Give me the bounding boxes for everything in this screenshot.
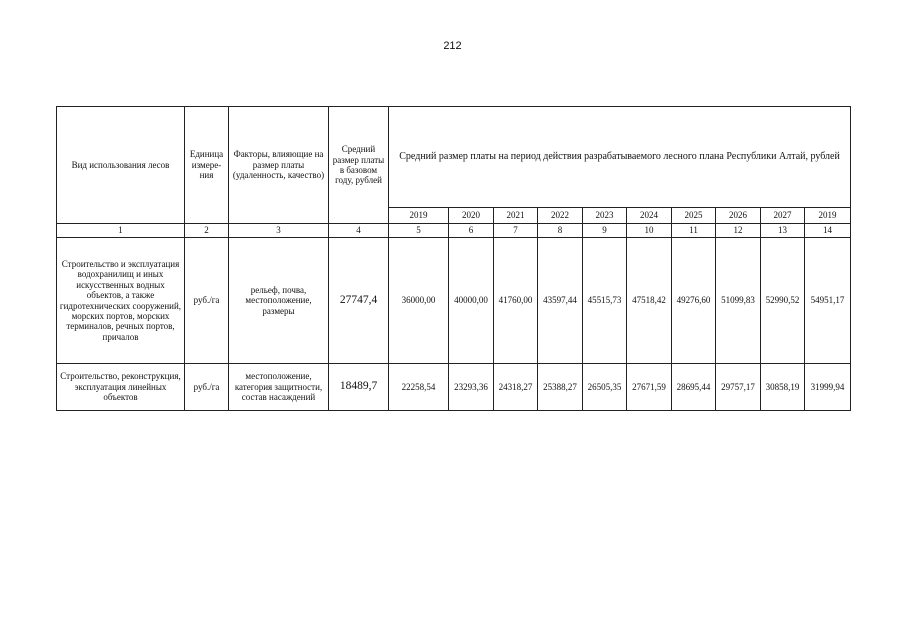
header-period-avg: Средний размер платы на период действия разрабатываемого лесного плана Республики Алтай, рублей [389,107,851,208]
column-number: 13 [761,224,805,238]
column-number: 12 [716,224,761,238]
column-number: 10 [627,224,672,238]
row-year-value: 30858,19 [761,364,805,411]
column-number: 1 [57,224,185,238]
year-header: 2026 [716,208,761,224]
header-factors: Факторы, влияющие на размер платы (удаленность, качество) [229,107,329,224]
row-year-value: 22258,54 [389,364,449,411]
row-year-value: 40000,00 [449,238,494,364]
header-row [57,107,851,208]
row-factors: местоположение, категория защитности, состав насаждений [229,364,329,411]
forest-payment-table [56,106,851,411]
row-year-value: 29757,17 [716,364,761,411]
row-year-value: 26505,35 [583,364,627,411]
column-number: 8 [538,224,583,238]
row-year-value: 28695,44 [672,364,716,411]
row-base-avg: 27747,4 [329,238,389,364]
column-number: 2 [185,224,229,238]
year-header: 2019 [389,208,449,224]
row-base-avg: 18489,7 [329,364,389,411]
row-year-value: 51099,83 [716,238,761,364]
header-base-avg: Средний размер платы в базовом году, рублей [329,107,389,224]
row-year-value: 47518,42 [627,238,672,364]
row-year-value: 52990,52 [761,238,805,364]
column-number: 9 [583,224,627,238]
row-factors: рельеф, почва, местоположение, размеры [229,238,329,364]
year-header: 2024 [627,208,672,224]
year-header: 2021 [494,208,538,224]
row-year-value: 24318,27 [494,364,538,411]
row-year-value: 31999,94 [805,364,851,411]
year-header: 2019 [805,208,851,224]
row-year-value: 27671,59 [627,364,672,411]
row-unit: руб./га [185,364,229,411]
table-row [57,238,851,364]
column-number: 5 [389,224,449,238]
header-unit: Единица измере-ния [185,107,229,224]
row-year-value: 45515,73 [583,238,627,364]
year-header: 2027 [761,208,805,224]
year-header: 2023 [583,208,627,224]
row-year-value: 49276,60 [672,238,716,364]
header-use-type: Вид использования лесов [57,107,185,224]
column-number: 14 [805,224,851,238]
column-number-row [57,224,851,238]
row-unit: руб./га [185,238,229,364]
row-year-value: 41760,00 [494,238,538,364]
row-year-value: 36000,00 [389,238,449,364]
column-number: 11 [672,224,716,238]
row-year-value: 43597,44 [538,238,583,364]
table-row [57,364,851,411]
row-use-type: Строительство и эксплуатация водохранилищ и иных искусственных водных объектов, а также гидротехнических сооружений, морских портов, морских терминалов, речных портов, причалов [57,238,185,364]
column-number: 6 [449,224,494,238]
year-header: 2025 [672,208,716,224]
row-year-value: 25388,27 [538,364,583,411]
row-year-value: 23293,36 [449,364,494,411]
row-year-value: 54951,17 [805,238,851,364]
column-number: 3 [229,224,329,238]
year-header: 2020 [449,208,494,224]
page-number: 212 [443,40,462,52]
row-use-type: Строительство, реконструкция, эксплуатация линейных объектов [57,364,185,411]
year-header: 2022 [538,208,583,224]
column-number: 4 [329,224,389,238]
column-number: 7 [494,224,538,238]
